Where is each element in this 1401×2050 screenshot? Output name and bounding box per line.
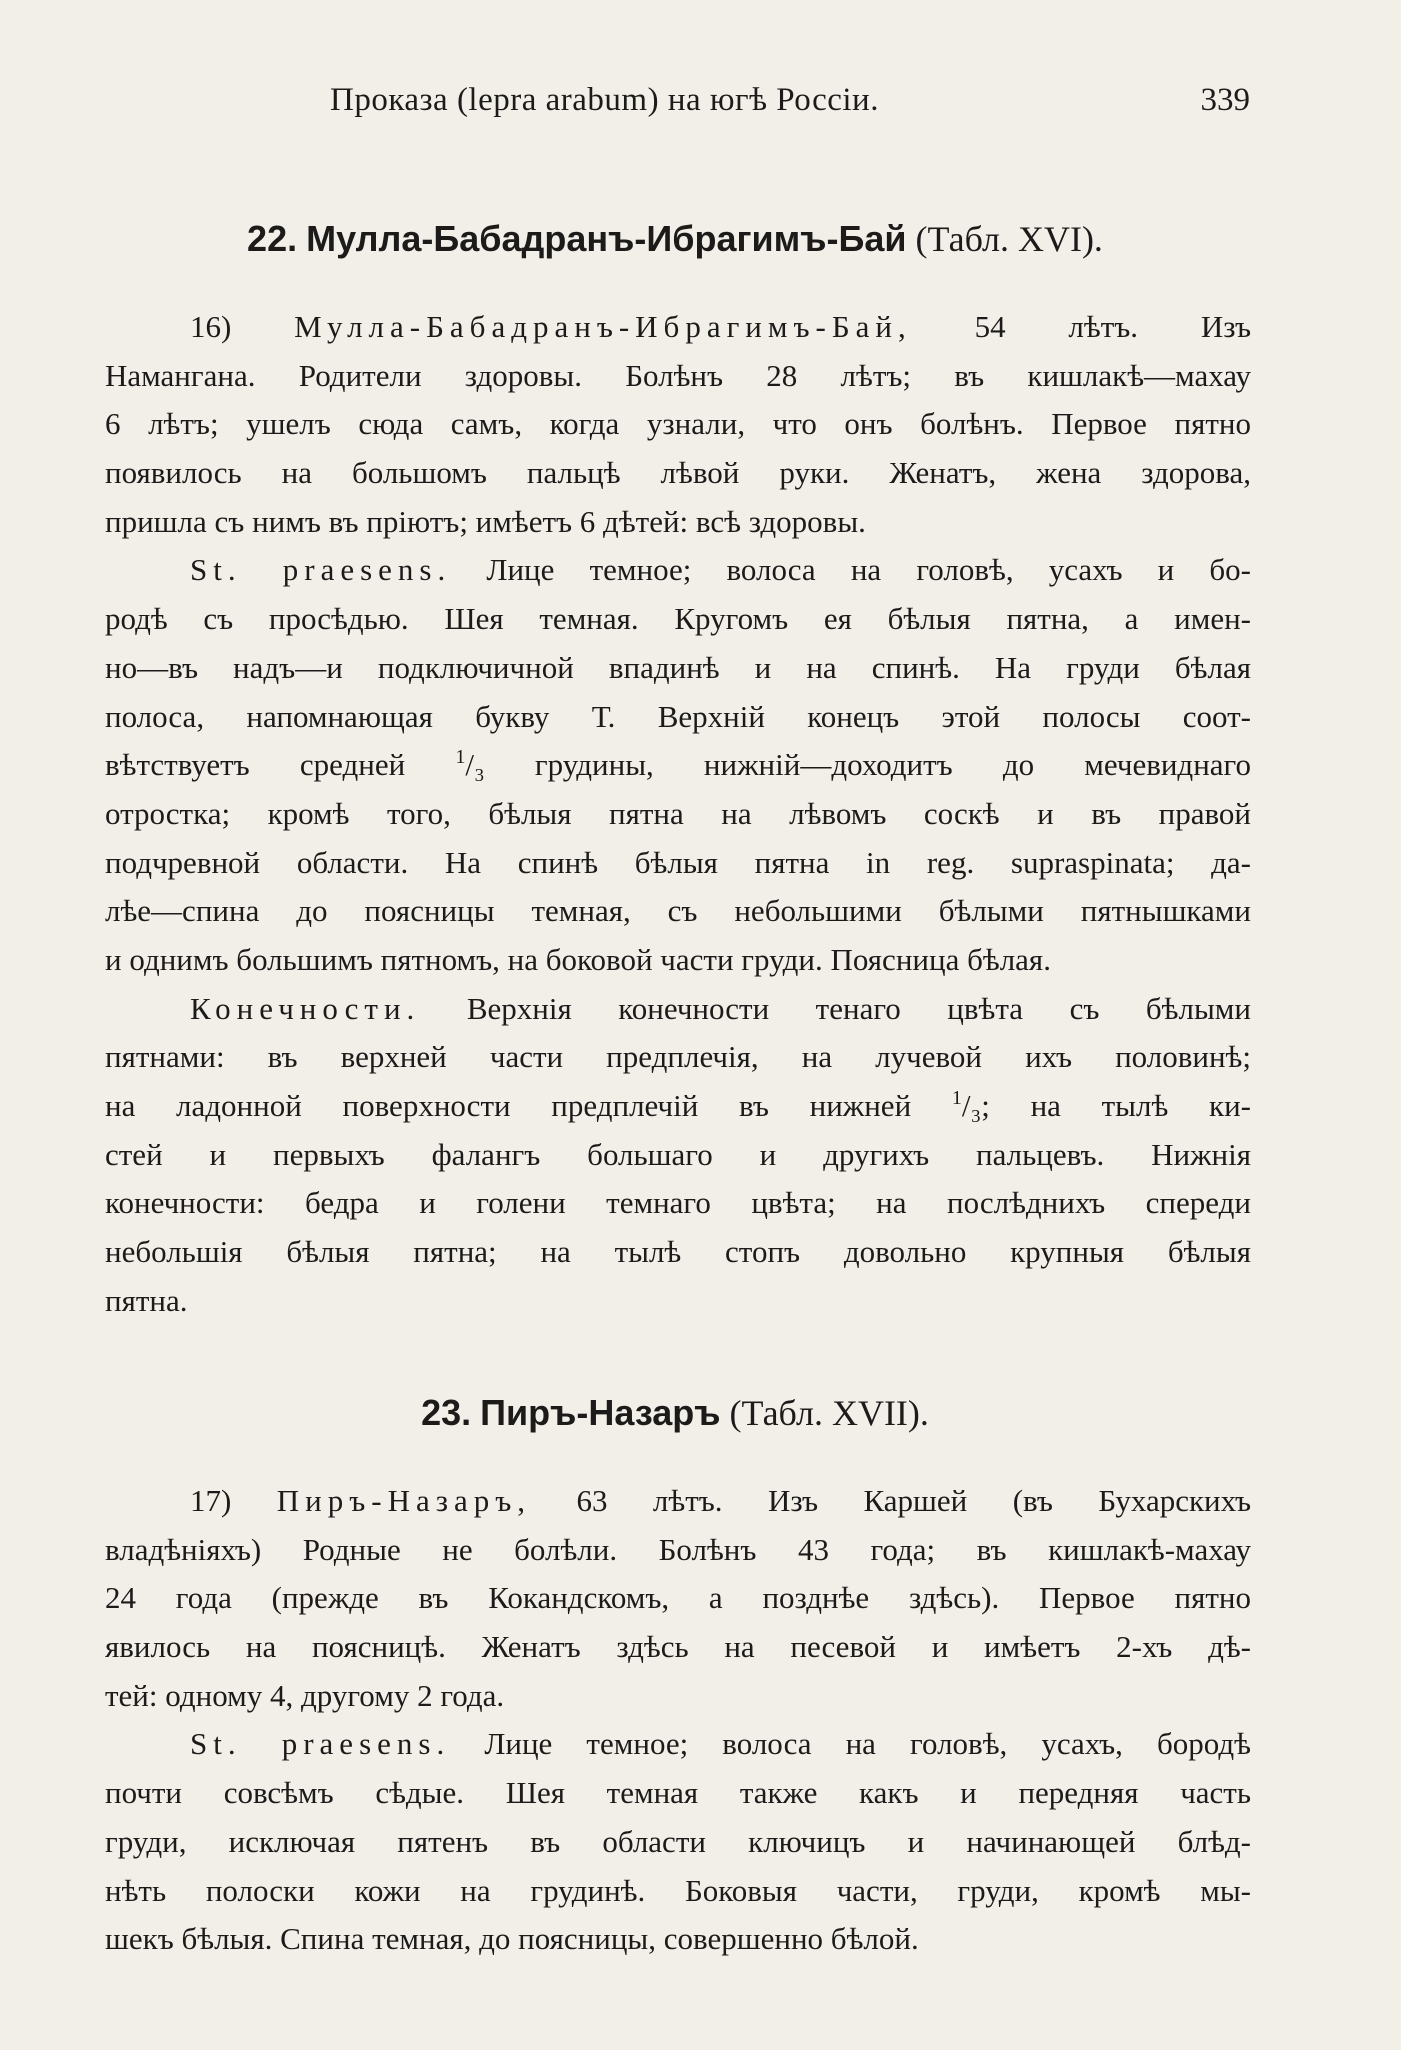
line-text: нѣть полоски кожи на грудинѣ. Боковыя части, груди, кромѣ мы- xyxy=(105,1872,1251,1908)
section-22-text xyxy=(105,303,1251,1325)
text-line xyxy=(105,1915,1251,1964)
text-line xyxy=(105,1477,1251,1526)
line-text: родѣ съ просѣдью. Шея темная. Кругомъ ея бѣлыя пятна, а имен- xyxy=(105,601,1251,637)
section-23-name: Пиръ-Назаръ xyxy=(480,1392,721,1433)
case-number: 17) xyxy=(190,1483,277,1518)
text-line xyxy=(105,1867,1251,1916)
line-text: явилось на поясницѣ. Женатъ здѣсь на песевой и имѣетъ 2-хъ дѣ- xyxy=(105,1629,1251,1665)
line-text: Верхнія конечности тенаго цвѣта съ бѣлыми xyxy=(420,990,1251,1026)
text-line xyxy=(105,985,1251,1034)
section-23-text xyxy=(105,1477,1251,1964)
text-line xyxy=(105,449,1251,498)
line-text: 6 лѣтъ; ушелъ сюда самъ, когда узнали, что онъ болѣнъ. Первое пятно xyxy=(105,406,1251,442)
text-line xyxy=(105,400,1251,449)
line-text: пришла съ нимъ въ пріютъ; имѣетъ 6 дѣтей: всѣ здоровы. xyxy=(105,503,866,539)
text-line xyxy=(105,303,1251,352)
text-line xyxy=(105,790,1251,839)
line-text: вѣтствуетъ средней xyxy=(105,747,456,783)
section-23-plate-ref: (Табл. XVII). xyxy=(729,1393,929,1433)
section-22-number: 22. xyxy=(247,218,298,259)
text-line xyxy=(105,839,1251,888)
line-text: и однимъ большимъ пятномъ, на боковой части груди. Поясница бѣлая. xyxy=(105,941,1051,977)
line-text: Намангана. Родители здоровы. Болѣнъ 28 лѣтъ; въ кишлакѣ—махау xyxy=(105,357,1251,393)
section-22-heading xyxy=(100,218,1250,260)
text-line xyxy=(105,498,1251,547)
text-line xyxy=(105,352,1251,401)
line-text: но—въ надъ—и подключичной впадинѣ и на спинѣ. На груди бѣлая xyxy=(105,649,1251,685)
spaced-term: St. praesens. xyxy=(190,552,452,588)
text-line xyxy=(105,595,1251,644)
line-text: конечности: бедра и голени темнаго цвѣта; на послѣднихъ спереди xyxy=(105,1185,1251,1221)
line-text: груди, исключая пятенъ въ области ключицъ и начинающей блѣд- xyxy=(105,1823,1251,1859)
spaced-term: Мулла-Бабадранъ-Ибрагимъ-Бай, xyxy=(294,309,912,344)
text-line xyxy=(105,1082,1251,1131)
text-line xyxy=(105,1526,1251,1575)
line-text: пятна. xyxy=(105,1282,188,1318)
text-line xyxy=(105,1277,1251,1326)
text-line xyxy=(105,693,1251,742)
line-text: Лице темное; волоса на головѣ, усахъ, бородѣ xyxy=(450,1726,1251,1762)
text-line xyxy=(105,936,1251,985)
line-text: владѣніяхъ) Родные не болѣли. Болѣнъ 43 года; въ кишлакѣ-махау xyxy=(105,1531,1251,1567)
running-head xyxy=(330,82,1250,132)
section-23-heading xyxy=(100,1392,1250,1434)
text-line xyxy=(105,1672,1251,1721)
section-22-plate-ref: (Табл. XVI). xyxy=(915,219,1103,259)
line-text-after: /₃; на тылѣ ки- xyxy=(961,1088,1251,1123)
spaced-term: Конечности. xyxy=(190,990,421,1026)
line-text: 54 лѣтъ. Изъ xyxy=(911,309,1251,344)
line-text: полоса, напомнающая букву Т. Верхній конецъ этой полосы соот- xyxy=(105,698,1251,734)
text-line xyxy=(105,1623,1251,1672)
section-22-name: Мулла-Бабадранъ-Ибрагимъ-Бай xyxy=(306,218,907,259)
line-text: появилось на большомъ пальцѣ лѣвой руки. Женатъ, жена здорова, xyxy=(105,455,1251,491)
line-text: небольшія бѣлыя пятна; на тылѣ стопъ довольно крупныя бѣлыя xyxy=(105,1234,1251,1270)
line-text: 24 года (прежде въ Кокандскомъ, а позднѣе здѣсь). Первое пятно xyxy=(105,1580,1251,1616)
text-line xyxy=(105,1574,1251,1623)
text-line xyxy=(105,644,1251,693)
fraction-numerator: 1 xyxy=(951,1087,962,1109)
line-text: шекъ бѣлыя. Спина темная, до поясницы, совершенно бѣлой. xyxy=(105,1921,919,1957)
text-line xyxy=(105,1033,1251,1082)
text-line xyxy=(105,546,1251,595)
text-line xyxy=(105,1179,1251,1228)
case-number: 16) xyxy=(190,309,295,344)
text-line xyxy=(105,1720,1251,1769)
section-23-number: 23. xyxy=(421,1392,472,1433)
line-text: отростка; кромѣ того, бѣлыя пятна на лѣвомъ соскѣ и въ правой xyxy=(105,795,1251,831)
line-text: стей и первыхъ фалангъ большаго и другихъ пальцевъ. Нижнія xyxy=(105,1136,1251,1172)
spaced-term: Пиръ-Назаръ, xyxy=(276,1483,532,1518)
line-text: подчревной области. На спинѣ бѣлыя пятна in reg. supraspinata; да- xyxy=(105,844,1251,880)
running-title: Проказа (lepra arabum) на югѣ Россіи. xyxy=(330,82,879,118)
text-line xyxy=(105,741,1251,790)
line-text: пятнами: въ верхней части предплечія, на лучевой ихъ половинѣ; xyxy=(105,1039,1251,1075)
text-line xyxy=(105,1818,1251,1867)
page-number: 339 xyxy=(1200,82,1250,118)
fraction-numerator: 1 xyxy=(455,746,466,769)
line-text: Лице темное; волоса на головѣ, усахъ и бо- xyxy=(451,552,1251,588)
line-text-after: /₃ грудины, нижній—доходитъ до мечевиднаго xyxy=(465,747,1251,783)
line-text: 63 лѣтъ. Изъ Каршей (въ Бухарскихъ xyxy=(531,1483,1251,1518)
line-text: тей: одному 4, другому 2 года. xyxy=(105,1677,505,1713)
line-text: лѣе—спина до поясницы темная, съ небольшими бѣлыми пятнышками xyxy=(105,893,1251,929)
text-line xyxy=(105,1769,1251,1818)
text-line xyxy=(105,887,1251,936)
text-line xyxy=(105,1228,1251,1277)
line-text: почти совсѣмъ сѣдые. Шея темная также какъ и передняя часть xyxy=(105,1775,1251,1811)
spaced-term: St. praesens. xyxy=(190,1726,451,1762)
text-line xyxy=(105,1131,1251,1180)
line-text: на ладонной поверхности предплечій въ нижней xyxy=(105,1088,952,1123)
